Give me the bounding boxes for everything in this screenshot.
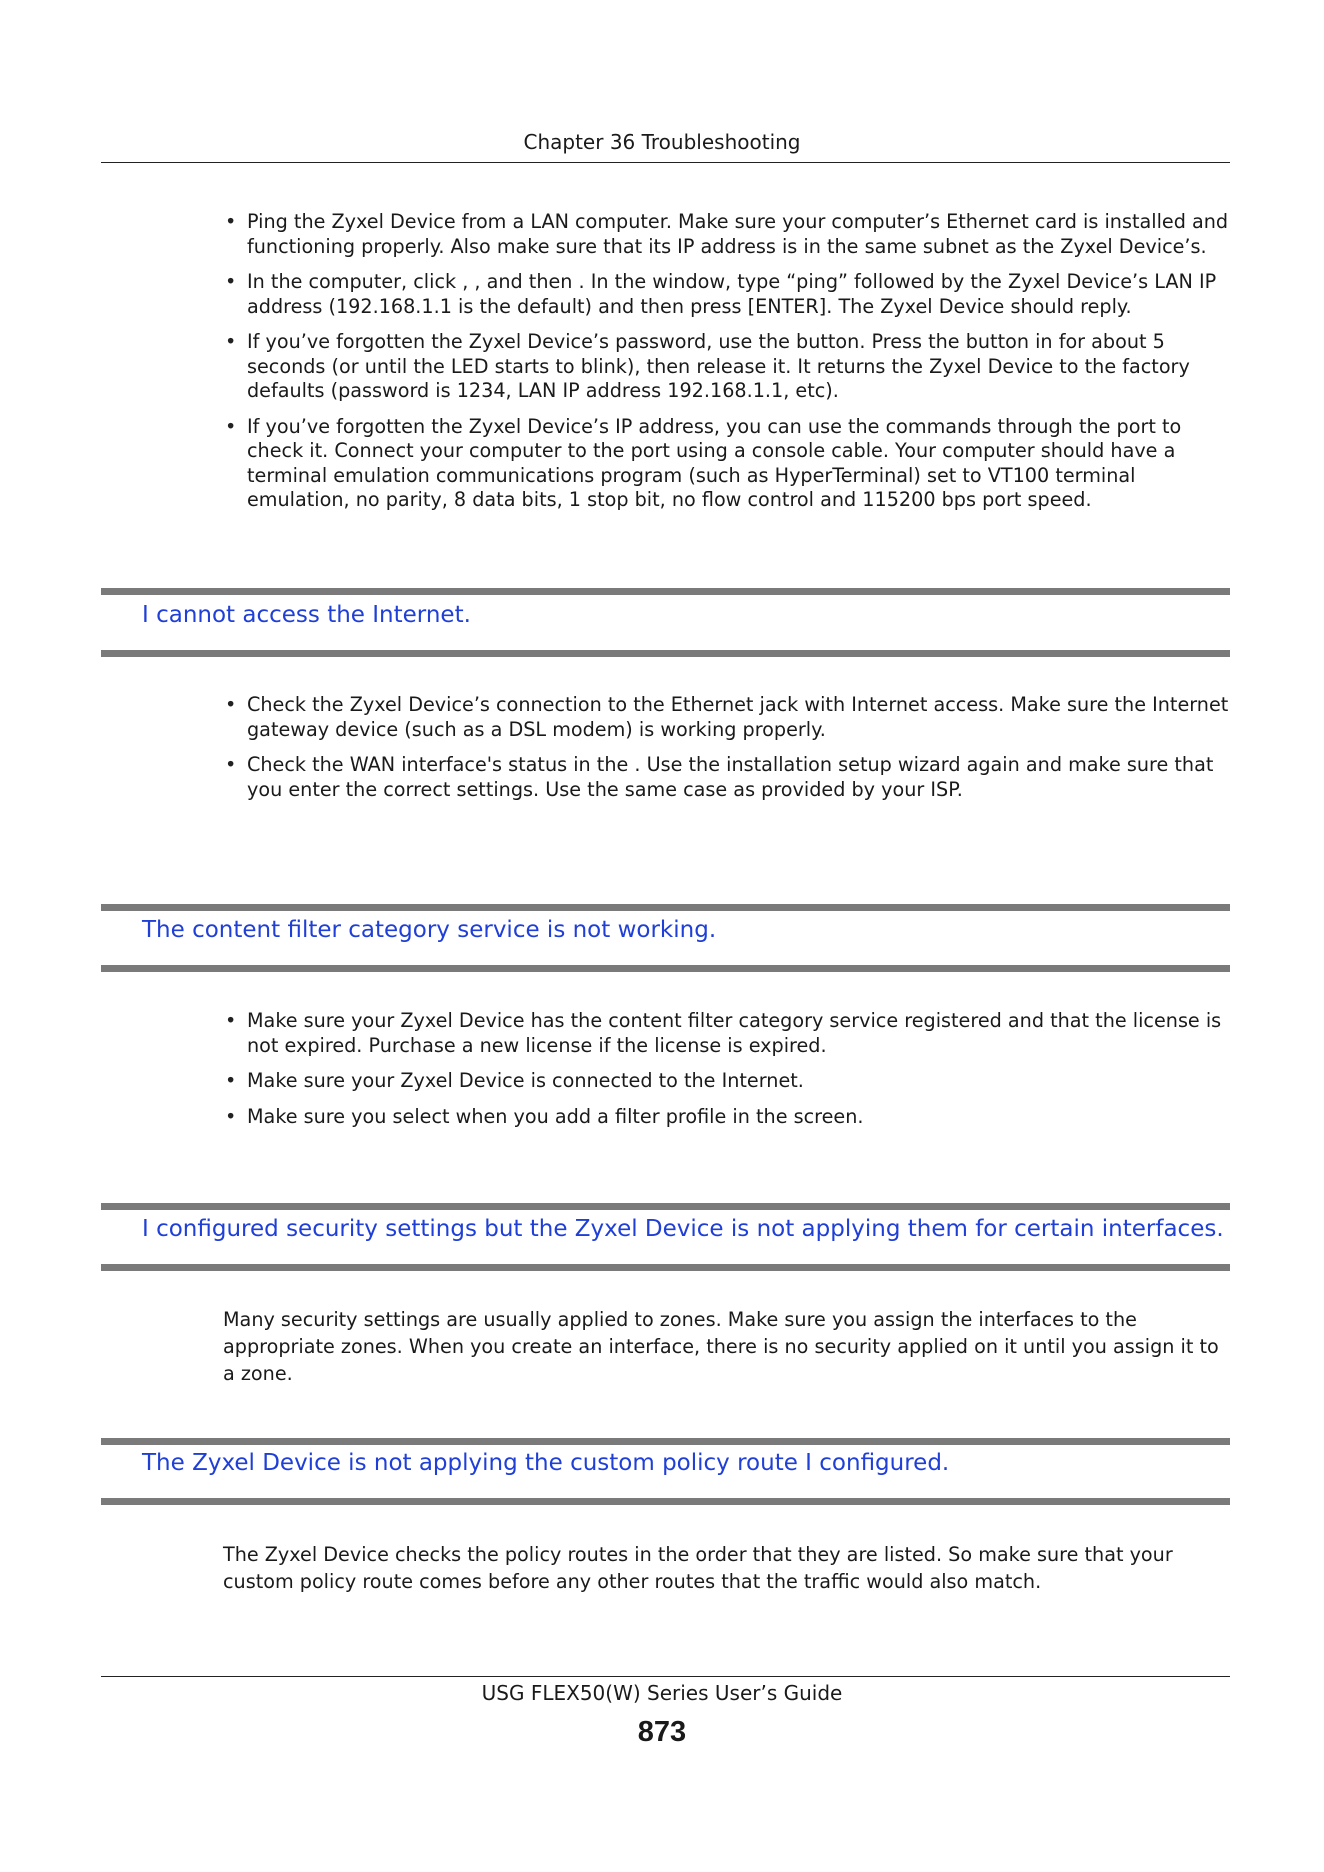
section-top-bar — [101, 1438, 1230, 1445]
footer-rule — [101, 1676, 1230, 1677]
list-item: • If you’ve forgotten the Zyxel Device’s password, use the button. Press the button in for about 5 seconds (or until the LED starts to blink), then release it. It returns the Zyxel Device to the factory defaults (password is 1234, LAN IP address 192.168.1.1, etc). — [223, 330, 1231, 404]
section-bottom-bar — [101, 965, 1230, 972]
section-top-bar — [101, 588, 1230, 595]
page-number: 873 — [637, 1716, 687, 1748]
list-item: • Make sure you select when you add a filter profile in the screen. — [223, 1105, 1231, 1130]
section-title-policy-route: The Zyxel Device is not applying the custom policy route I configured. — [142, 1450, 950, 1476]
chapter-header: Chapter 36 Troubleshooting — [523, 130, 801, 154]
list-item: • In the computer, click , , and then . In the window, type “ping” followed by the Zyxel Device’s LAN IP address (192.168.1.1 is the default) and then press [ENTER]. The Zyxel Device should reply. — [223, 270, 1231, 319]
intro-bullet-list — [223, 210, 1231, 524]
footer-guide-title: USG FLEX50(W) Series User’s Guide — [481, 1681, 843, 1705]
list-item: • Ping the Zyxel Device from a LAN computer. Make sure your computer’s Ethernet card is installed and functioning properly. Also make sure that its IP address is in the same subnet as the Zyxel Device’s. — [223, 210, 1231, 259]
section-title-internet: I cannot access the Internet. — [142, 602, 471, 628]
list-item: • Make sure your Zyxel Device is connected to the Internet. — [223, 1069, 1231, 1094]
section-title-security-settings: I configured security settings but the Zyxel Device is not applying them for certain interfaces. — [142, 1216, 1224, 1242]
security-settings-paragraph: Many security settings are usually applied to zones. Make sure you assign the interfaces to the appropriate zones. When you create an interface, there is no security applied on it until you assign it to a zone. — [223, 1308, 1219, 1385]
list-item: • Make sure your Zyxel Device has the content filter category service registered and that the license is not expired. Purchase a new license if the license is expired. — [223, 1009, 1231, 1058]
header-rule — [101, 162, 1230, 163]
list-item: • Check the WAN interface's status in the . Use the installation setup wizard again and make sure that you enter the correct settings. Use the same case as provided by your ISP. — [223, 753, 1231, 802]
section-top-bar — [101, 904, 1230, 911]
section-bottom-bar — [101, 1498, 1230, 1505]
section-top-bar — [101, 1203, 1230, 1210]
content-filter-bullet-list — [223, 1009, 1231, 1140]
list-item: • If you’ve forgotten the Zyxel Device’s IP address, you can use the commands through the port to check it. Connect your computer to the port using a console cable. Your computer should have a terminal emulation communications program (such as HyperTerminal) set to VT100 terminal emulation, no parity, 8 data bits, 1 stop bit, no flow control and 115200 bps port speed. — [223, 415, 1231, 513]
policy-route-paragraph: The Zyxel Device checks the policy routes in the order that they are listed. So make sure that your custom policy route comes before any other routes that the traffic would also match. — [223, 1543, 1173, 1593]
section-bottom-bar — [101, 1264, 1230, 1271]
section-title-content-filter: The content filter category service is not working. — [142, 917, 717, 943]
internet-bullet-list — [223, 693, 1231, 813]
section-bottom-bar — [101, 650, 1230, 657]
list-item: • Check the Zyxel Device’s connection to the Ethernet jack with Internet access. Make sure the Internet gateway device (such as a DSL modem) is working properly. — [223, 693, 1231, 742]
